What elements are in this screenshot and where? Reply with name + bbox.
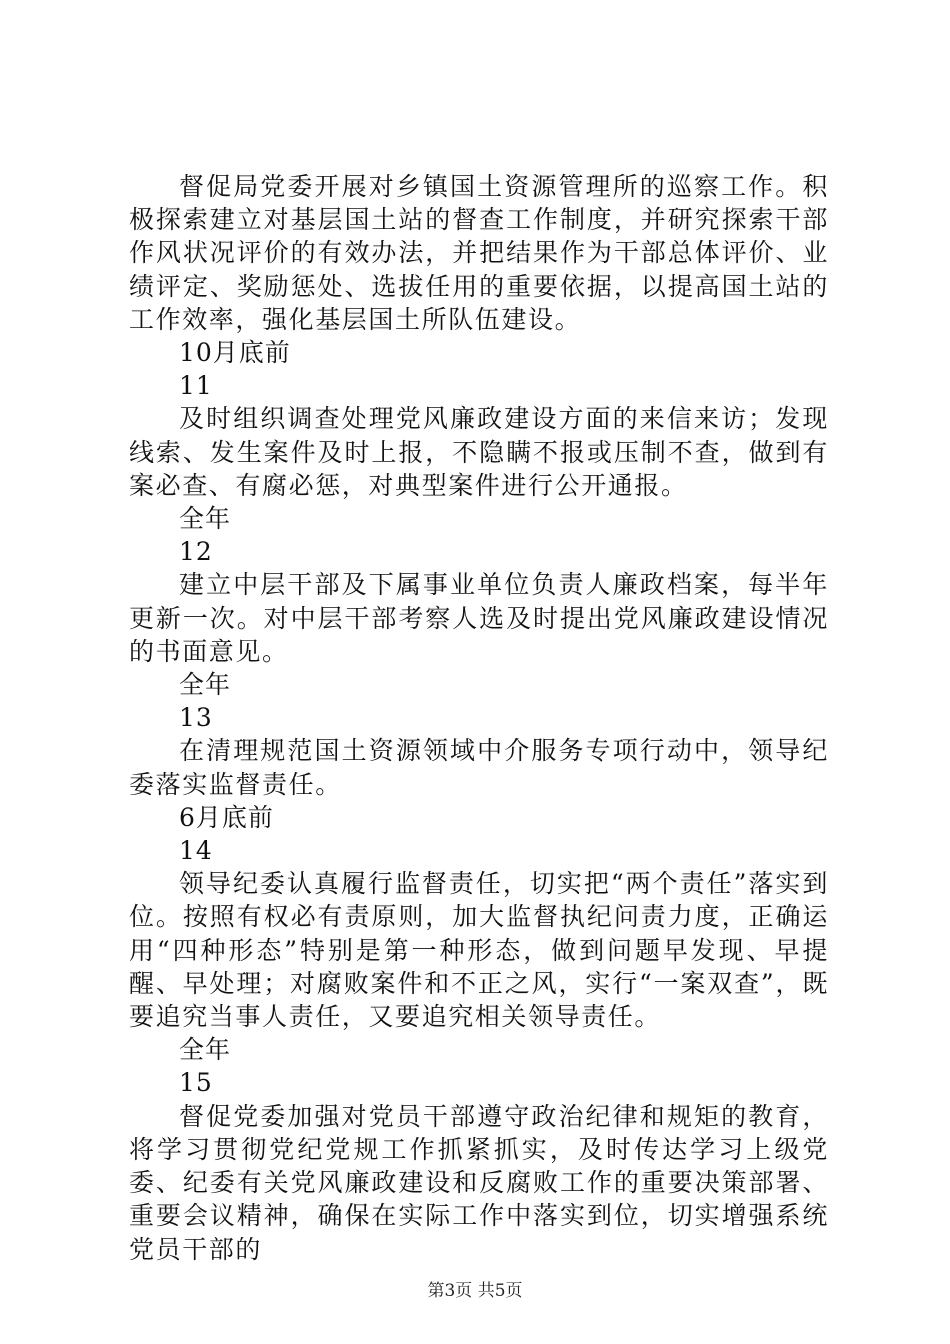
- paragraph-education: 督促党委加强对党员干部遵守政治纪律和规矩的教育，将学习贯彻党纪党规工作抓紧抓实，及时传达学习上级党委、纪委有关党风廉政建设和反腐败工作的重要决策部署、重要会议精神，确保在实际工作中落实到位，切实增强系统党员干部的: [129, 1101, 829, 1264]
- item-number: 13: [179, 703, 213, 733]
- document-body: [129, 170, 829, 1266]
- paragraph-petitions: 及时组织调查处理党风廉政建设方面的来信来访；发现线索、发生案件及时上报，不隐瞒不报或压制不查，做到有案必查、有腐必惩，对典型案件进行公开通报。: [129, 404, 829, 500]
- item-number: 14: [179, 836, 213, 866]
- paragraph-supervision: 领导纪委认真履行监督责任，切实把“两个责任”落实到位。按照有权必有责原则，加大监督执纪问责力度，正确运用“四种形态”特别是第一种形态，做到问题早发现、早提醒、早处理；对腐败案件和不正之风，实行“一案双查”，既要追究当事人责任，又要追究相关领导责任。: [129, 869, 829, 1032]
- item-number: 15: [179, 1068, 213, 1098]
- item-number: 12: [179, 537, 213, 567]
- deadline-text: 10月底前: [179, 338, 291, 368]
- paragraph-archives: 建立中层干部及下属事业单位负责人廉政档案，每半年更新一次。对中层干部考察人选及时提出党风廉政建设情况的书面意见。: [129, 570, 829, 666]
- paragraph-intermediary: 在清理规范国土资源领域中介服务专项行动中，领导纪委落实监督责任。: [129, 736, 829, 799]
- deadline-text: 全年: [179, 670, 232, 700]
- page-footer: 第3页 共5页: [427, 1281, 523, 1301]
- deadline-text: 6月底前: [179, 802, 274, 832]
- item-number: 11: [179, 371, 213, 401]
- deadline-text: 全年: [179, 1035, 232, 1065]
- paragraph-inspection: 督促局党委开展对乡镇国土资源管理所的巡察工作。积极探索建立对基层国土站的督查工作制度，并研究探索干部作风状况评价的有效办法，并把结果作为干部总体评价、业绩评定、奖励惩处、选拔任用的重要依据，以提高国土站的工作效率，强化基层国土所队伍建设。: [129, 172, 829, 334]
- deadline-text: 全年: [179, 504, 232, 534]
